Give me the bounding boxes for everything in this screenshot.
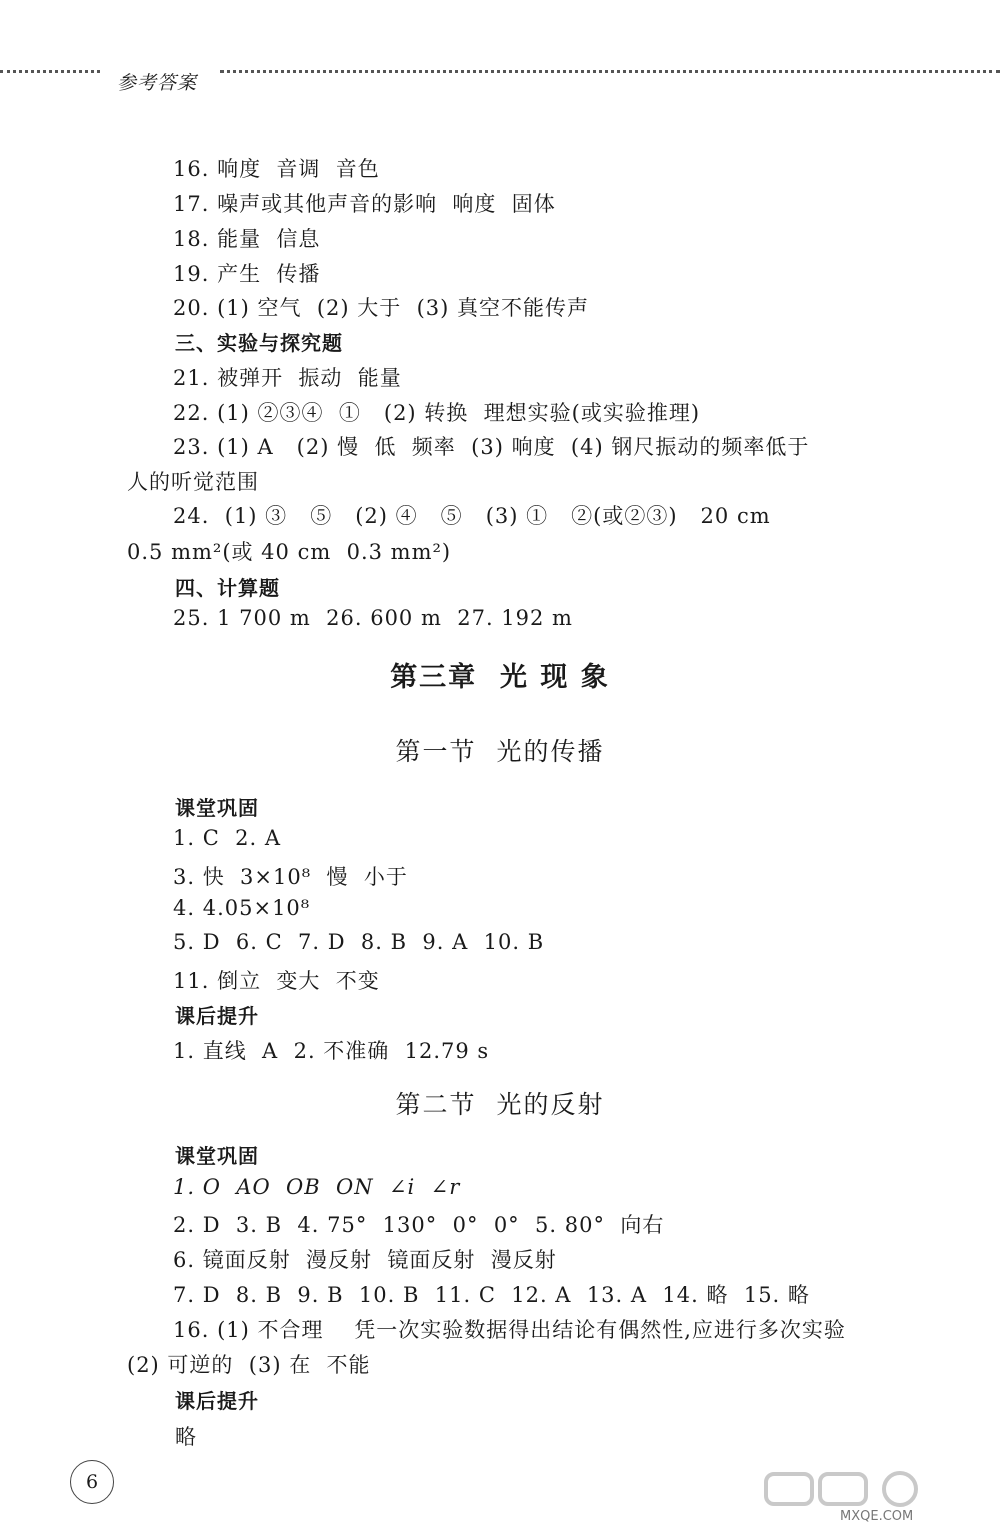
s1-answer-1-2: 1. C 2. A (173, 826, 282, 850)
chapter-title: 第三章 光 现 象 (390, 662, 610, 693)
heading-experiment: 三、实验与探究题 (175, 331, 343, 355)
answer-25-27: 25. 1 700 m 26. 600 m 27. 192 m (173, 606, 573, 630)
answer-22: 22. (1) ②③④ ① (2) 转换 理想实验(或实验推理) (173, 401, 701, 425)
subheading-after-class-2: 课后提升 (175, 1389, 259, 1413)
s2-answer-7-15: 7. D 8. B 9. B 10. B 11. C 12. A 13. A 14. 略 15. 略 (173, 1283, 810, 1307)
page-number: 6 (70, 1460, 114, 1504)
s2-answer-2-5: 2. D 3. B 4. 75° 130° 0° 0° 5. 80° 向右 (173, 1213, 665, 1237)
answer-23-cont: 人的听觉范围 (127, 470, 259, 494)
heading-calculation: 四、计算题 (175, 576, 280, 600)
s1-answer-3: 3. 快 3×10⁸ 慢 小于 (173, 865, 408, 889)
answer-24: 24. (1) ③ ⑤ (2) ④ ⑤ (3) ① ②(或②③) 20 cm (173, 504, 771, 528)
s2-after-answer: 略 (175, 1425, 197, 1449)
s2-answer-16: 16. (1) 不合理 凭一次实验数据得出结论有偶然性,应进行多次实验 (173, 1318, 846, 1342)
answer-20: 20. (1) 空气 (2) 大于 (3) 真空不能传声 (173, 296, 590, 320)
svg-text:MXQE.COM: MXQE.COM (840, 1509, 914, 1524)
s1-answer-5-10: 5. D 6. C 7. D 8. B 9. A 10. B (173, 930, 545, 954)
answer-19: 19. 产生 传播 (173, 262, 321, 286)
answer-18: 18. 能量 信息 (173, 227, 321, 251)
watermark-logo (760, 1470, 975, 1525)
s2-answer-6: 6. 镜面反射 漫反射 镜面反射 漫反射 (173, 1248, 557, 1272)
s2-answer-1: 1. O AO OB ON ∠i ∠r (173, 1175, 461, 1199)
answer-17: 17. 噪声或其他声音的影响 响度 固体 (173, 192, 556, 216)
header-dots-left (0, 70, 100, 73)
header-dots-right (220, 70, 1000, 73)
answer-24-cont: 0.5 mm²(或 40 cm 0.3 mm²) (127, 540, 452, 564)
s2-answer-16-cont: (2) 可逆的 (3) 在 不能 (127, 1353, 371, 1377)
subheading-after-class-1: 课后提升 (175, 1004, 259, 1028)
answer-23: 23. (1) A (2) 慢 低 频率 (3) 响度 (4) 钢尺振动的频率低于 (173, 435, 810, 459)
s1-after-answer: 1. 直线 A 2. 不准确 12.79 s (173, 1039, 490, 1063)
s1-answer-11: 11. 倒立 变大 不变 (173, 969, 380, 993)
answer-21: 21. 被弹开 振动 能量 (173, 366, 402, 390)
section-2-title: 第二节 光的反射 (395, 1090, 605, 1119)
header-title: 参考答案 (117, 72, 198, 94)
s1-answer-4: 4. 4.05×10⁸ (173, 896, 311, 920)
subheading-classroom-2: 课堂巩固 (175, 1144, 259, 1168)
section-1-title: 第一节 光的传播 (395, 737, 605, 766)
answer-16: 16. 响度 音调 音色 (173, 157, 380, 181)
subheading-classroom-1: 课堂巩固 (175, 796, 259, 820)
